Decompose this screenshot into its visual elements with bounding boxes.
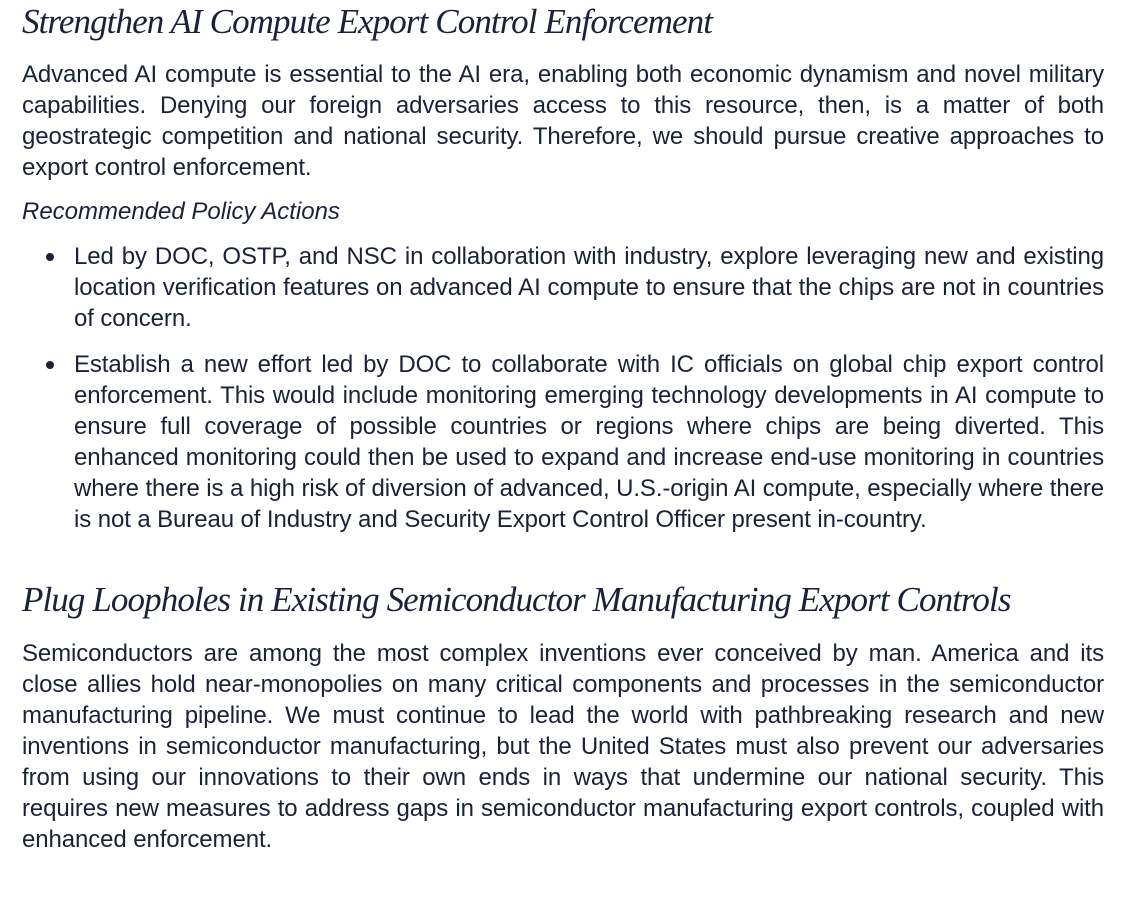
list-item: [22, 241, 1104, 334]
policy-actions-list: [22, 241, 1104, 535]
document-page: [22, 0, 1104, 855]
list-item-text: Establish a new effort led by DOC to collaborate with IC officials on global chip export control enforcement. This would include monitoring emerging technology developments in AI compute to ensure full coverage of possible countries or regions where chips are being diverted. This enhanced monitoring could then be used to expand and increase end-use monitoring in countries where there is a high risk of diversion of advanced, U.S.-origin AI compute, especially where there is not a Bureau of Industry and Security Export Control Officer present in-country.: [74, 351, 1104, 533]
section-title-ai-compute-export: Strengthen AI Compute Export Control Enforcement: [22, 2, 713, 41]
section-title-semiconductor-export: Plug Loopholes in Existing Semiconductor Manufacturing Export Controls: [22, 580, 1011, 619]
bullet-icon: [46, 361, 54, 369]
list-item: [22, 349, 1104, 535]
list-item-text: Led by DOC, OSTP, and NSC in collaboration with industry, explore leveraging new and existing location verification features on advanced AI compute to ensure that the chips are not in countries of concern.: [74, 243, 1104, 332]
bullet-icon: [46, 253, 54, 261]
section-intro-paragraph: Advanced AI compute is essential to the AI era, enabling both economic dynamism and novel military capabilities. Denying our foreign adversaries access to this resource, then, is a matter of both geostrategic competition and national security. Therefore, we should pursue creative approaches to export control enforcement.: [22, 61, 1104, 181]
section-body-paragraph: Semiconductors are among the most complex inventions ever conceived by man. America and its close allies hold near-monopolies on many critical components and processes in the semiconductor manufacturing pipeline. We must continue to lead the world with pathbreaking research and new inventions in semiconductor manufacturing, but the United States must also prevent our adversaries from using our innovations to their own ends in ways that undermine our national security. This requires new measures to address gaps in semiconductor manufacturing export controls, coupled with enhanced enforcement.: [22, 640, 1104, 853]
recommended-actions-heading: Recommended Policy Actions: [22, 198, 340, 225]
